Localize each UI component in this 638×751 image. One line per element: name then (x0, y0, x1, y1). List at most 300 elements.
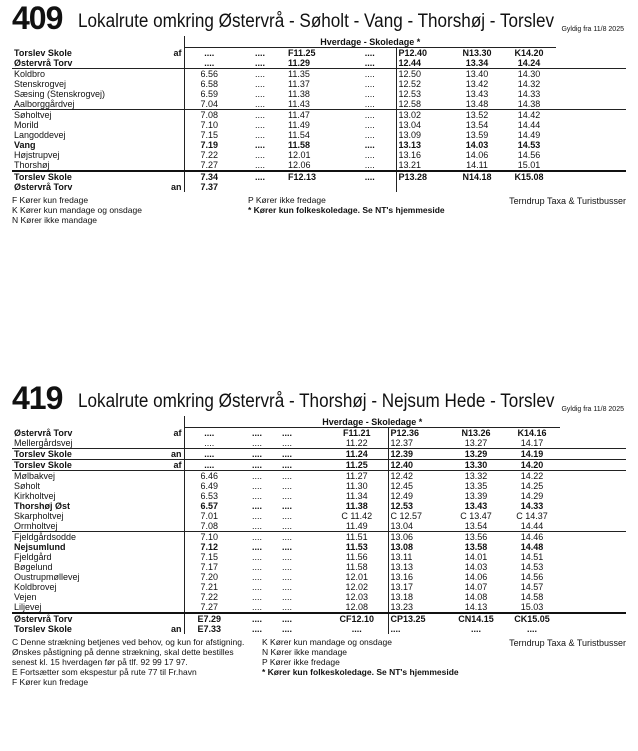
stop-name: Morild (14, 120, 39, 130)
departure-time: .... (184, 449, 234, 460)
stop-name: Stenskrogvej (14, 79, 67, 89)
table-row (12, 438, 626, 449)
departure-time: 14.53 (520, 562, 544, 572)
departure-time: 14.07 (464, 582, 488, 592)
departure-time: 14.08 (464, 592, 488, 602)
arr-dep-marker (162, 582, 184, 592)
departure-time: .... (184, 460, 234, 471)
departure-time: 11.24 (326, 449, 388, 460)
departure-time: 13.42 (465, 79, 489, 89)
arr-dep-marker (162, 501, 184, 511)
departure-time: .... (280, 449, 326, 460)
departure-time: 14.56 (520, 572, 544, 582)
departure-time: 13.23 (388, 602, 448, 613)
table-row (12, 89, 626, 99)
departure-time: .... (234, 171, 286, 182)
footnote: N Kører ikke mandage (12, 215, 98, 225)
departure-time: 7.04 (184, 99, 234, 110)
departure-time: 11.56 (345, 552, 368, 562)
departure-time: .... (251, 438, 262, 448)
departure-time: E7.33 (184, 624, 234, 634)
table-row (12, 491, 626, 501)
departure-time: 12.52 (396, 79, 452, 89)
arr-dep-marker (162, 120, 184, 130)
departure-time: .... (234, 471, 280, 482)
departure-time: 13.39 (464, 491, 488, 501)
table-row (12, 171, 626, 182)
departure-time: 11.43 (288, 99, 310, 109)
departure-time: 12.44 (396, 58, 452, 69)
departure-time: 14.01 (464, 552, 488, 562)
departure-time: 7.22 (184, 150, 234, 160)
departure-time: .... (234, 613, 280, 624)
stop-name: Nejsumlund (14, 542, 66, 552)
stop-name: Søholt (14, 481, 41, 491)
stop-name: Torslev Skole (14, 624, 72, 634)
departure-time: 14.48 (520, 542, 544, 552)
footnote: P Kører ikke fredage (262, 657, 340, 667)
departure-time: C 11.42 (341, 511, 373, 521)
title-row-419 (12, 380, 626, 416)
departure-time: .... (282, 602, 293, 612)
arr-dep-marker (162, 542, 184, 552)
arr-dep-marker (162, 99, 184, 110)
departure-time: P12.36 (388, 428, 448, 439)
departure-time: CF12.10 (326, 613, 388, 624)
departure-time: 13.35 (464, 481, 488, 491)
departure-time: 14.03 (465, 140, 489, 150)
stop-name: Torslev Skole (12, 449, 162, 460)
departure-time: .... (251, 552, 262, 562)
departure-time: .... (364, 48, 375, 58)
departure-time: N14.18 (452, 171, 502, 182)
route-title: Lokalrute omkring Østervrå - Søholt - Vang - Thorshøj - Torslev (78, 11, 555, 32)
stop-name: Højstrupvej (14, 150, 60, 160)
stop-name: Torslev Skole (12, 171, 162, 182)
departure-time: .... (254, 48, 265, 58)
footnotes-left (12, 637, 256, 687)
departure-time: .... (251, 511, 262, 521)
departure-time: 13.58 (464, 542, 488, 552)
arr-dep-marker: af (162, 460, 184, 471)
departure-time: 12.01 (288, 150, 311, 160)
departure-time: .... (282, 562, 293, 572)
footnotes (12, 637, 626, 691)
departure-time: C 12.57 (388, 511, 448, 521)
footnote: F Kører kun fredage (12, 677, 89, 687)
departure-time: 11.54 (288, 130, 310, 140)
departure-time: 7.27 (184, 602, 234, 613)
arr-dep-marker (162, 89, 184, 99)
arr-dep-marker (162, 150, 184, 160)
stop-name: Bøgelund (14, 562, 53, 572)
departure-time: 15.03 (520, 602, 544, 612)
departure-time: 11.27 (326, 471, 388, 482)
departure-time: .... (280, 460, 326, 471)
departure-time: .... (184, 428, 234, 439)
departure-time: 12.37 (388, 438, 448, 449)
departure-time: 11.22 (345, 438, 368, 448)
departure-time: 11.51 (326, 532, 388, 543)
departure-time: 7.17 (184, 562, 234, 572)
timetable-419 (12, 380, 626, 691)
departure-time: 13.04 (396, 120, 452, 130)
stop-name: Torslev Skole (14, 47, 72, 58)
table-row (12, 150, 626, 160)
table-row (12, 428, 626, 439)
table-row (12, 182, 626, 192)
departure-time: 13.27 (464, 438, 488, 448)
table-row (12, 481, 626, 491)
table-row (12, 140, 626, 150)
departure-time: .... (344, 110, 396, 121)
arr-dep-marker (162, 592, 184, 602)
departure-time: K14.20 (514, 48, 544, 58)
arr-dep-marker (162, 572, 184, 582)
arr-dep-marker (162, 552, 184, 562)
footnotes (12, 195, 626, 235)
arr-dep-marker (162, 438, 184, 449)
departure-time: .... (184, 48, 234, 59)
departure-time: .... (280, 613, 326, 624)
table-row (12, 69, 626, 80)
title-row-409 (12, 0, 626, 36)
departure-time: .... (251, 592, 262, 602)
departure-time: 14.32 (517, 79, 541, 89)
departure-time: .... (282, 428, 293, 438)
departure-time: 13.06 (388, 532, 448, 543)
stop-name: Langoddevej (14, 130, 66, 140)
departure-time: 12.03 (345, 592, 369, 602)
departure-time: C 13.47 (460, 511, 492, 521)
arr-dep-marker (162, 58, 184, 69)
departure-time: .... (251, 562, 262, 572)
schedule-table (12, 416, 626, 634)
arr-dep-marker (162, 79, 184, 89)
departure-time: 11.34 (345, 491, 368, 501)
departure-time: .... (364, 89, 375, 99)
departure-time: 13.32 (448, 471, 504, 482)
departure-time: 12.42 (388, 471, 448, 482)
departure-time: .... (184, 58, 234, 69)
departure-time: 11.30 (345, 481, 368, 491)
departure-time: 13.48 (465, 99, 489, 109)
departure-time: 14.42 (502, 110, 556, 121)
departure-time: .... (364, 120, 375, 130)
departure-time: 12.49 (388, 491, 448, 501)
departure-time: N13.26 (461, 428, 491, 438)
departure-time: CP13.25 (388, 613, 448, 624)
departure-time: .... (527, 624, 538, 634)
departure-time: 14.53 (517, 140, 541, 150)
stop-name: Kirkholtvej (14, 491, 56, 501)
departure-time: .... (234, 449, 280, 460)
departure-time: .... (282, 481, 293, 491)
operator-name: Terndrup Taxa & Turistbusser (509, 196, 626, 206)
departure-time: P13.28 (396, 171, 452, 182)
arr-dep-marker (162, 130, 184, 140)
departure-time: 11.58 (288, 140, 311, 150)
departure-time (452, 182, 502, 192)
departure-time: 13.17 (388, 582, 448, 592)
departure-time: 11.49 (288, 120, 310, 130)
arr-dep-marker (162, 602, 184, 613)
table-row (12, 501, 626, 511)
departure-time: .... (251, 542, 262, 552)
departure-time: 11.35 (286, 69, 344, 80)
departure-time: 15.01 (517, 160, 541, 170)
departure-time (286, 182, 344, 192)
departure-time: 13.29 (448, 449, 504, 460)
table-row (12, 613, 626, 624)
table-row (12, 48, 626, 59)
arr-dep-marker (162, 471, 184, 482)
arr-dep-marker (162, 160, 184, 171)
departure-time: 14.17 (520, 438, 544, 448)
stop-name: Østervrå Torv (14, 427, 73, 438)
departure-time: 14.33 (517, 89, 541, 99)
departure-time: 6.58 (184, 79, 234, 89)
departure-time: 13.08 (388, 542, 448, 552)
departure-time: 14.30 (502, 69, 556, 80)
departure-time: .... (364, 79, 375, 89)
footnote: * Kører kun folkeskoledage. Se NT's hjemmeside (262, 667, 459, 677)
departure-time: 11.37 (288, 79, 310, 89)
table-row (12, 562, 626, 572)
departure-time: 14.46 (504, 532, 560, 543)
departure-time: C 14.37 (516, 511, 548, 521)
departure-time: 12.39 (388, 449, 448, 460)
schedule-table (12, 36, 626, 192)
departure-time: 6.59 (184, 89, 234, 99)
route-number: 419 (12, 380, 63, 416)
departure-time: .... (254, 58, 265, 68)
departure-time: .... (251, 521, 262, 531)
departure-time: 12.08 (345, 602, 369, 612)
departure-time: .... (254, 150, 265, 160)
departure-time: 11.29 (288, 58, 311, 68)
footnote: K Kører kun mandage og onsdage (12, 205, 142, 215)
arr-dep-marker (162, 521, 184, 532)
departure-time: 13.54 (465, 120, 489, 130)
table-row (12, 582, 626, 592)
departure-time: 14.20 (504, 460, 560, 471)
arr-dep-marker: an (162, 449, 184, 460)
departure-time: .... (234, 110, 286, 121)
table-header (12, 36, 626, 48)
departure-time: 14.57 (520, 582, 544, 592)
departure-time (344, 182, 396, 192)
departure-time: 14.56 (517, 150, 541, 160)
departure-time: 13.40 (452, 69, 502, 80)
departure-time: .... (254, 160, 265, 170)
departure-time: 6.49 (184, 481, 234, 491)
departure-time: F11.21 (342, 428, 371, 438)
departure-time: .... (282, 521, 293, 531)
table-row (12, 460, 626, 471)
departure-time: .... (251, 624, 262, 634)
departure-time: 12.53 (396, 89, 452, 99)
stop-name: Østervrå Torv (14, 58, 73, 68)
departure-time: K15.08 (502, 171, 556, 182)
table-row (12, 58, 626, 69)
departure-time: 14.29 (520, 491, 544, 501)
departure-time: .... (280, 532, 326, 543)
departure-time: 13.52 (452, 110, 502, 121)
timetable-409 (12, 0, 626, 235)
departure-time: .... (282, 552, 293, 562)
departure-time: 13.09 (396, 130, 452, 140)
stop-name: Fjeldgårdsodde (12, 532, 162, 543)
departure-time: .... (251, 572, 262, 582)
departure-time: 6.46 (184, 471, 234, 482)
departure-time: .... (470, 624, 481, 634)
departure-time: 11.25 (326, 460, 388, 471)
arr-dep-marker: an (170, 182, 182, 192)
departure-time: .... (351, 624, 362, 634)
table-row (12, 120, 626, 130)
departure-time: 11.47 (286, 110, 344, 121)
stop-name: Liljevej (14, 602, 42, 612)
footnote: * Kører kun folkeskoledage. Se NT's hjemmeside (248, 205, 445, 215)
departure-time: .... (254, 140, 265, 150)
departure-time: .... (251, 481, 262, 491)
departure-time: 7.19 (184, 140, 234, 150)
departure-time: 14.11 (466, 160, 488, 170)
departure-time: 13.16 (388, 572, 448, 582)
route-number: 409 (12, 0, 63, 36)
departure-time: .... (364, 160, 375, 170)
departure-time: 14.06 (465, 150, 489, 160)
departure-time: 7.21 (184, 582, 234, 592)
departure-time: .... (251, 582, 262, 592)
departure-time: F12.13 (286, 171, 344, 182)
departure-time: 14.51 (520, 552, 544, 562)
table-row (12, 602, 626, 613)
departure-time: 12.53 (388, 501, 448, 511)
table-row (12, 521, 626, 532)
stop-name: Koldbro (12, 69, 162, 80)
arr-dep-marker (162, 481, 184, 491)
departure-time: 14.13 (464, 602, 488, 612)
stop-name: Mølbakvej (12, 471, 162, 482)
departure-time: 14.19 (504, 449, 560, 460)
route-title: Lokalrute omkring Østervrå - Thorshøj - Nejsum Hede - Torslev (78, 391, 555, 412)
day-type-header: Hverdage - Skoledage * (184, 416, 560, 428)
stop-name: Ormholtvej (14, 521, 58, 531)
table-row (12, 592, 626, 602)
departure-time: .... (344, 69, 396, 80)
departure-time: 14.24 (517, 58, 541, 68)
stop-name: Østervrå Torv (14, 182, 73, 192)
departure-time (502, 182, 556, 192)
departure-time: 13.59 (465, 130, 489, 140)
departure-time: 12.58 (396, 99, 452, 110)
departure-time: .... (234, 69, 286, 80)
departure-time: 13.30 (448, 460, 504, 471)
footnote: C Denne strækning betjenes ved behov, og kun for afstigning. Ønskes påstigning på denne strækning, skal dette bestilles senest kl. 15 hverdagen før på tlf. 92 99 17 97. (12, 637, 245, 667)
footnote: N Kører ikke mandage (262, 647, 348, 657)
departure-time: .... (254, 89, 265, 99)
table-row (12, 532, 626, 543)
departure-time: N13.30 (462, 48, 492, 58)
table-row (12, 552, 626, 562)
stop-name: Sæsing (Stenskrogvej) (14, 89, 106, 99)
departure-time: .... (282, 542, 293, 552)
departure-time: 11.58 (345, 562, 368, 572)
departure-time: 7.27 (184, 160, 234, 171)
footnote: E Fortsætter som ekspestur på rute 77 til Fr.havn (12, 667, 197, 677)
departure-time: 14.44 (517, 120, 541, 130)
departure-time: 7.15 (184, 130, 234, 140)
stop-name: Vang (14, 140, 36, 150)
departure-time: 12.06 (288, 160, 311, 170)
stop-name: Torslev Skole (12, 460, 162, 471)
departure-time: 6.53 (184, 491, 234, 501)
departure-time: .... (251, 602, 262, 612)
table-row (12, 624, 626, 634)
departure-time: 12.50 (396, 69, 452, 80)
arr-dep-marker (162, 140, 184, 150)
table-row (12, 99, 626, 110)
stop-name: Oustrupmøllevej (14, 572, 80, 582)
departure-time: 14.49 (517, 130, 541, 140)
valid-from: Gyldig fra 11/8 2025 (561, 26, 624, 33)
departure-time: 13.11 (388, 552, 448, 562)
departure-time: .... (364, 130, 375, 140)
departure-time: 7.10 (184, 120, 234, 130)
departure-time: 13.43 (464, 501, 488, 511)
footnotes-right (262, 637, 492, 677)
table-row (12, 130, 626, 140)
departure-time: .... (344, 171, 396, 182)
departure-time: .... (254, 99, 265, 109)
departure-time (234, 182, 286, 192)
departure-time: 12.45 (388, 481, 448, 491)
departure-time: P12.40 (396, 48, 452, 59)
departure-time: .... (282, 491, 293, 501)
departure-time: K14.16 (517, 428, 547, 438)
departure-time: 13.54 (464, 521, 488, 531)
table-row (12, 449, 626, 460)
departure-time: .... (184, 438, 234, 449)
departure-time: .... (234, 532, 280, 543)
departure-time: .... (251, 491, 262, 501)
departure-time: .... (282, 438, 293, 448)
table-header (12, 416, 626, 428)
departure-time (396, 182, 452, 192)
departure-time: 13.04 (388, 521, 448, 532)
arr-dep-marker (162, 69, 184, 80)
departure-time: .... (282, 582, 293, 592)
departure-time: F11.25 (288, 48, 316, 58)
table-row (12, 511, 626, 521)
departure-time: 12.40 (388, 460, 448, 471)
departure-time: 6.56 (184, 69, 234, 80)
table-row (12, 160, 626, 171)
departure-time: 14.06 (464, 572, 488, 582)
departure-time: 14.38 (517, 99, 541, 109)
table-row (12, 542, 626, 552)
arr-dep-marker (162, 511, 184, 521)
stop-name: Østervrå Torv (12, 613, 162, 624)
departure-time: .... (364, 58, 375, 68)
arr-dep-marker (162, 613, 184, 624)
departure-time: 14.58 (520, 592, 544, 602)
departure-time: 14.33 (520, 501, 544, 511)
footnotes-right (248, 195, 478, 215)
departure-time: 13.13 (396, 140, 452, 150)
